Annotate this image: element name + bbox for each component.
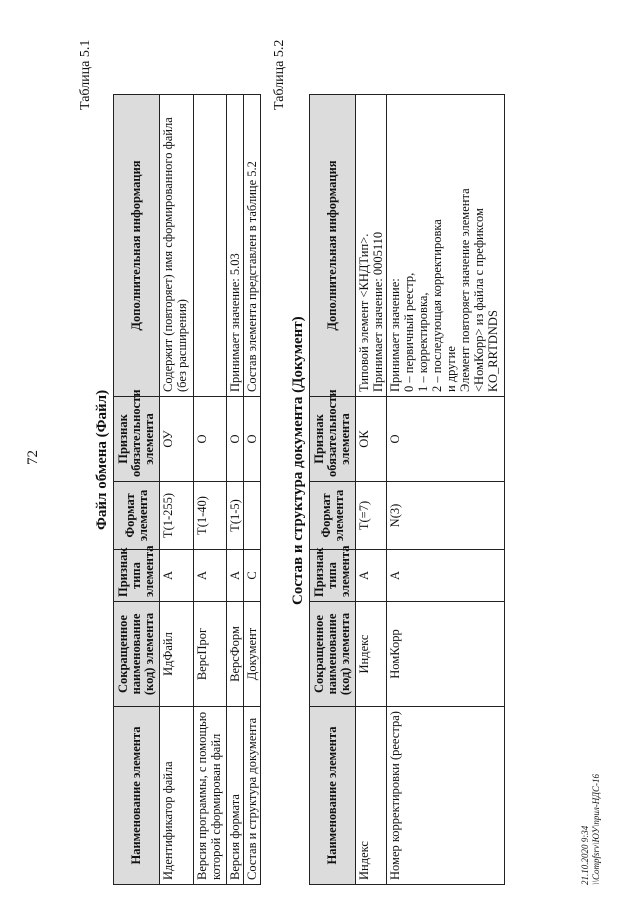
cell-name: Идентификатор файла — [160, 707, 194, 885]
info-line: Элемент повторяет значение элемента — [458, 188, 472, 392]
table1 — [113, 94, 261, 885]
cell-code: ВерсФорм — [227, 602, 244, 707]
footer-date: 21.10.2020 9:34 — [580, 825, 590, 885]
cell-info: Принимает значение: 5.03 — [227, 95, 244, 397]
info-line: 0 – первичный реестр, — [402, 272, 416, 392]
cell-type: А — [160, 550, 194, 602]
header-info: Дополнительная информация — [310, 95, 356, 397]
cell-name: Индекс — [356, 707, 387, 885]
table2 — [309, 94, 505, 885]
footer — [580, 774, 602, 885]
cell-info — [387, 95, 505, 397]
info-line: и другие — [444, 346, 458, 392]
cell-type: А — [356, 550, 387, 602]
cell-code: ВерсПрог — [194, 602, 227, 707]
cell-type: А — [387, 550, 505, 602]
table1-caption: Таблица 5.1 — [78, 39, 93, 110]
cell-info — [194, 95, 227, 397]
cell-format: T(1-40) — [194, 482, 227, 550]
table2-header-row — [310, 95, 356, 885]
cell-type: А — [194, 550, 227, 602]
cell-code: НомКорр — [387, 602, 505, 707]
cell-code: ИдФайл — [160, 602, 194, 707]
cell-format: T(1-255) — [160, 482, 194, 550]
table1-title: Файл обмена (Файл) — [94, 389, 110, 530]
cell-code: Индекс — [356, 602, 387, 707]
cell-format: T(1-5) — [227, 482, 244, 550]
cell-type: А — [227, 550, 244, 602]
info-line: Типовой элемент <КНДТип>. — [357, 233, 371, 392]
header-code: Сокращенное наименование (код) элемента — [114, 602, 160, 707]
table-row — [387, 95, 505, 885]
cell-required: О — [244, 397, 261, 482]
info-line: 2 – последующая корректировка — [430, 219, 444, 392]
header-name: Наименование элемента — [310, 707, 356, 885]
header-type: Признак типа элемента — [310, 550, 356, 602]
header-required: Признак обязательности элемента — [310, 397, 356, 482]
table-row — [244, 95, 261, 885]
info-line: Принимает значение: 0005110 — [371, 231, 385, 392]
info-line: KO_RRTDNDS — [486, 310, 500, 392]
header-type: Признак типа элемента — [114, 550, 160, 602]
page-number: 72 — [25, 450, 41, 465]
table2-title: Состав и структура документа (Документ) — [290, 316, 306, 605]
cell-format — [244, 482, 261, 550]
cell-code: Документ — [244, 602, 261, 707]
header-format: Формат элемента — [310, 482, 356, 550]
header-code: Сокращенное наименование (код) элемента — [310, 602, 356, 707]
table1-header-row — [114, 95, 160, 885]
cell-name: Состав и структура документа — [244, 707, 261, 885]
cell-required: О — [194, 397, 227, 482]
cell-info: Содержит (повторяет) имя сформированного файла (без расширения) — [160, 95, 194, 397]
cell-name: Номер корректировки (реестра) — [387, 707, 505, 885]
cell-info: Состав элемента представлен в таблице 5.2 — [244, 95, 261, 397]
header-required: Признак обязательности элемента — [114, 397, 160, 482]
header-name: Наименование элемента — [114, 707, 160, 885]
cell-required: ОУ — [160, 397, 194, 482]
info-line: <НомКорр> из файла с префиксом — [472, 208, 486, 392]
header-info: Дополнительная информация — [114, 95, 160, 397]
cell-name: Версия программы, с помощью которой сформирован файл — [194, 707, 227, 885]
table-row — [194, 95, 227, 885]
info-line: Принимает значение: — [388, 278, 402, 392]
cell-name: Версия формата — [227, 707, 244, 885]
cell-required: О — [227, 397, 244, 482]
footer-path: \\Compfsrv\ЮУ\прил-НДС-16 — [591, 774, 601, 885]
table-row — [227, 95, 244, 885]
info-line: 1 – корректировка, — [416, 292, 430, 392]
table2-caption: Таблица 5.2 — [272, 39, 287, 110]
table-row — [356, 95, 387, 885]
cell-required: О — [387, 397, 505, 482]
table-row — [160, 95, 194, 885]
header-format: Формат элемента — [114, 482, 160, 550]
cell-type: С — [244, 550, 261, 602]
cell-format: T(=7) — [356, 482, 387, 550]
cell-format: N(3) — [387, 482, 505, 550]
cell-info — [356, 95, 387, 397]
cell-required: ОК — [356, 397, 387, 482]
